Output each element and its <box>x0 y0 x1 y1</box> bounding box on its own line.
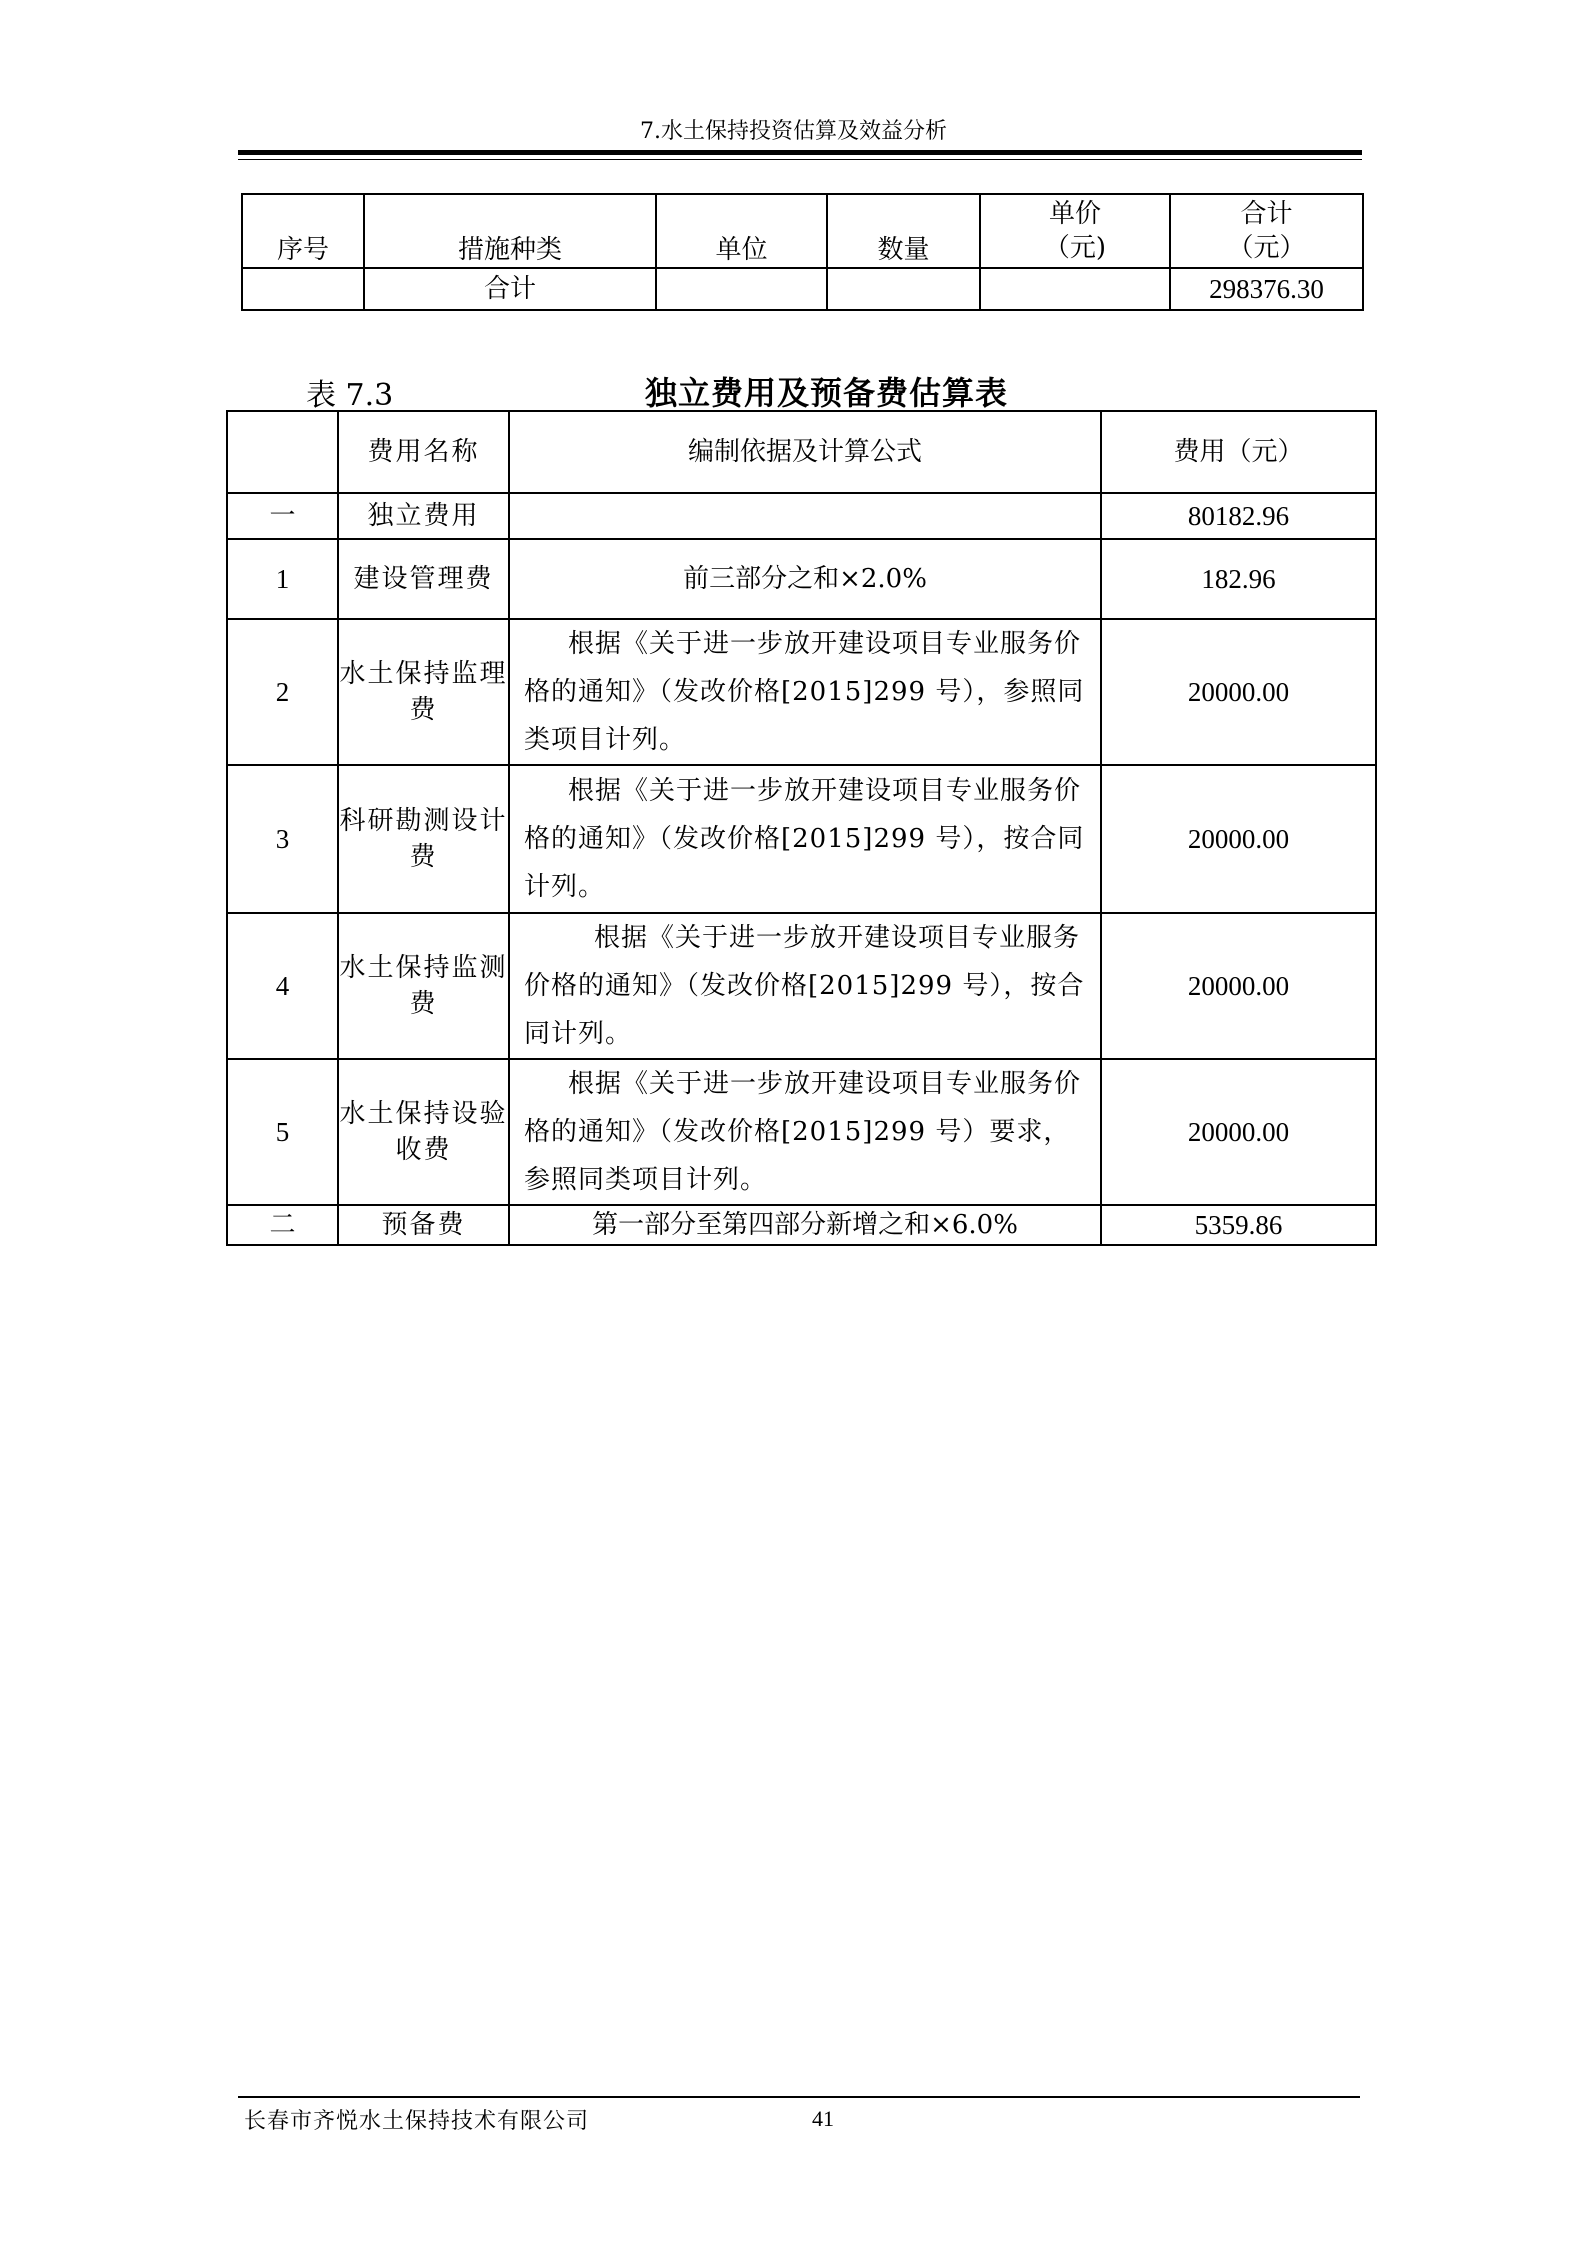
table-caption-number: 表 7.3 <box>306 378 394 413</box>
header-rule-thick <box>238 150 1362 155</box>
row-no: 4 <box>227 913 338 1059</box>
total-row-unit <box>656 268 827 310</box>
table-row <box>227 1059 1376 1205</box>
table-row <box>227 1205 1376 1245</box>
row-basis: 前三部分之和×2.0% <box>509 539 1101 619</box>
header-cell-cost-name: 费用名称 <box>338 411 509 493</box>
row-name: 水土保持监测费 <box>338 913 509 1059</box>
footer-company-name: 长春市齐悦水土保持技术有限公司 <box>244 2109 590 2134</box>
row-no: 3 <box>227 765 338 913</box>
table-header-row <box>242 194 1363 268</box>
total-row-unit-price <box>980 268 1170 310</box>
table-caption-title: 独立费用及预备费估算表 <box>645 374 1009 412</box>
page-number: 41 <box>812 2106 834 2131</box>
row-no: 二 <box>227 1205 338 1245</box>
header-rule-thin <box>238 159 1362 160</box>
page-header-title: 7.水土保持投资估算及效益分析 <box>640 119 947 144</box>
independent-cost-table <box>226 410 1377 1246</box>
row-no: 5 <box>227 1059 338 1205</box>
row-cost: 182.96 <box>1101 539 1376 619</box>
row-basis <box>509 765 1101 913</box>
row-basis <box>509 493 1101 539</box>
table-row <box>227 493 1376 539</box>
row-name: 建设管理费 <box>338 539 509 619</box>
row-name: 水土保持设验收费 <box>338 1059 509 1205</box>
header-cell-unit-price: 单价 （元) <box>980 194 1170 268</box>
total-row-value: 298376.30 <box>1170 268 1363 310</box>
total-row-quantity <box>827 268 980 310</box>
row-name: 水土保持监理费 <box>338 619 509 765</box>
row-no: 1 <box>227 539 338 619</box>
header-cell-basis: 编制依据及计算公式 <box>509 411 1101 493</box>
row-name: 独立费用 <box>338 493 509 539</box>
row-cost: 20000.00 <box>1101 1059 1376 1205</box>
total-row-label: 合计 <box>364 268 656 310</box>
row-basis: 第一部分至第四部分新增之和×6.0% <box>509 1205 1101 1245</box>
footer-rule <box>238 2096 1360 2098</box>
header-cell-quantity: 数量 <box>827 194 980 268</box>
header-cell-unit: 单位 <box>656 194 827 268</box>
measures-summary-table <box>241 193 1364 311</box>
row-basis <box>509 619 1101 765</box>
row-basis-text: 根据《关于进一步放开建设项目专业服务价格的通知》（发改价格[2015]299 号）要求，参照同类项目计列。 <box>524 1069 1082 1195</box>
row-basis-text: 根据《关于进一步放开建设项目专业服务价格的通知》（发改价格[2015]299 号），按合同计列。 <box>524 923 1085 1049</box>
row-name: 科研勘测设计费 <box>338 765 509 913</box>
header-cell-total: 合计 （元） <box>1170 194 1363 268</box>
header-cell-measure-type: 措施种类 <box>364 194 656 268</box>
header-cell-cost: 费用（元） <box>1101 411 1376 493</box>
table-row <box>227 765 1376 913</box>
total-row-no <box>242 268 364 310</box>
row-basis <box>509 913 1101 1059</box>
row-basis-text: 根据《关于进一步放开建设项目专业服务价格的通知》（发改价格[2015]299 号），参照同类项目计列。 <box>524 629 1085 755</box>
table-row <box>227 539 1376 619</box>
table-row <box>227 913 1376 1059</box>
row-cost: 5359.86 <box>1101 1205 1376 1245</box>
header-cell-no: 序号 <box>242 194 364 268</box>
row-basis-text: 根据《关于进一步放开建设项目专业服务价格的通知》（发改价格[2015]299 号），按合同计列。 <box>524 776 1085 902</box>
row-no: 2 <box>227 619 338 765</box>
table-row <box>227 619 1376 765</box>
header-cell-no <box>227 411 338 493</box>
row-cost: 20000.00 <box>1101 619 1376 765</box>
row-no: 一 <box>227 493 338 539</box>
table-header-row <box>227 411 1376 493</box>
row-cost: 80182.96 <box>1101 493 1376 539</box>
row-name: 预备费 <box>338 1205 509 1245</box>
row-basis <box>509 1059 1101 1205</box>
row-cost: 20000.00 <box>1101 913 1376 1059</box>
row-cost: 20000.00 <box>1101 765 1376 913</box>
table-row <box>242 268 1363 310</box>
